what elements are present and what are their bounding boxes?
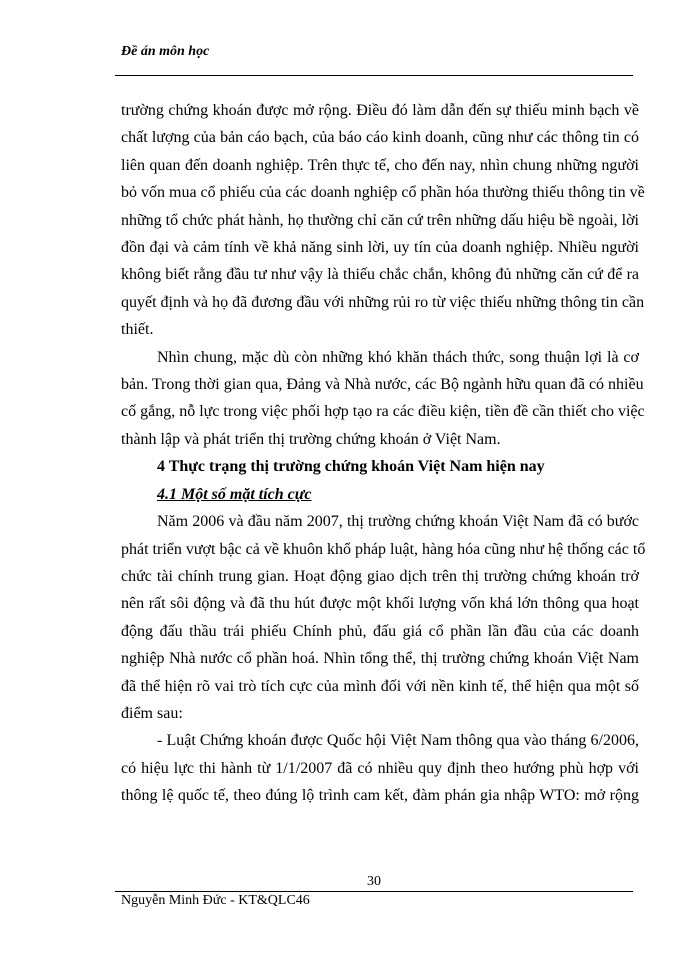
text-line: thiết.: [121, 321, 154, 339]
header-divider: [115, 75, 633, 76]
text-line: có hiệu lực thi hành từ 1/1/2007 đã có nhiều quy định theo hướng phù hợp với: [121, 759, 639, 777]
text-line: điểm sau:: [121, 704, 183, 722]
text-line: động đấu thầu trái phiếu Chính phủ, đấu giá cổ phần lần đầu của các doanh: [121, 622, 639, 640]
page-number: 30: [367, 874, 381, 889]
footer-author: Nguyễn Minh Đức - KT&QLC46: [121, 893, 310, 908]
text-line: trường chứng khoán được mở rộng. Điều đó làm dẫn đến sự thiếu minh bạch về: [121, 102, 639, 119]
text-line: Nhìn chung, mặc dù còn những khó khăn thách thức, song thuận lợi là cơ: [157, 348, 639, 366]
text-line: nghiệp Nhà nước cổ phần hoá. Nhìn tổng thể, thị trường chứng khoán Việt Nam: [121, 650, 639, 668]
text-line: chất lượng của bản cáo bạch, của báo cáo kinh doanh, cũng như các thông tin có: [121, 129, 639, 147]
text-line: không biết rằng đầu tư như vậy là thiếu chắc chắn, không đủ những căn cứ để ra: [121, 266, 639, 284]
text-line: nên rất sôi động và đã thu hút được một khối lượng vốn khá lớn thông qua hoạt: [121, 595, 639, 613]
text-line: cố gắng, nỗ lực trong việc phối hợp tạo ra các điều kiện, tiền đề cần thiết cho việc: [121, 403, 645, 421]
footer-divider: [115, 891, 633, 892]
text-line: phát triển vượt bậc cả về khuôn khổ pháp luật, hàng hóa cũng như hệ thống các tổ: [121, 540, 646, 558]
text-line: chức tài chính trung gian. Hoạt động giao dịch trên thị trường chứng khoán trở: [121, 567, 639, 585]
text-line: - Luật Chứng khoán được Quốc hội Việt Nam thông qua vào tháng 6/2006,: [157, 732, 639, 750]
header-title: Đề án môn học: [121, 44, 210, 59]
text-line: Năm 2006 và đầu năm 2007, thị trường chứng khoán Việt Nam đã có bước: [157, 513, 639, 531]
text-line: thông lệ quốc tế, theo đúng lộ trình cam kết, đàm phán gia nhập WTO: mở rộng: [121, 787, 639, 805]
body-text: [121, 97, 646, 810]
subsection-heading: 4.1 Một số mặt tích cực: [157, 485, 312, 503]
section-heading: 4 Thực trạng thị trường chứng khoán Việt Nam hiện nay: [157, 458, 545, 476]
text-line: đã thể hiện rõ vai trò tích cực của mình đối với nền kinh tế, thể hiện qua một số: [121, 677, 639, 695]
subsection-heading-line: [121, 481, 639, 508]
text-line: quyết định và họ đã đương đầu với những rủi ro từ việc thiếu những thông tin cần: [121, 293, 645, 311]
text-line: bản. Trong thời gian qua, Đảng và Nhà nước, các Bộ ngành hữu quan đã có nhiều: [121, 376, 644, 394]
text-line: thành lập và phát triển thị trường chứng khoán ở Việt Nam.: [121, 430, 501, 448]
text-line: những tổ chức phát hành, họ thường chỉ căn cứ trên những dấu hiệu bề ngoài, lời: [121, 211, 639, 229]
text-line: đồn đại và cảm tính về khả năng sinh lời, uy tín của doanh nghiệp. Nhiều người: [121, 239, 639, 257]
text-line: bỏ vốn mua cổ phiếu của các doanh nghiệp cổ phần hóa thường thiếu thông tin về: [121, 184, 645, 202]
text-line: liên quan đến doanh nghiệp. Trên thực tế, cho đến nay, nhìn chung những người: [121, 156, 639, 174]
